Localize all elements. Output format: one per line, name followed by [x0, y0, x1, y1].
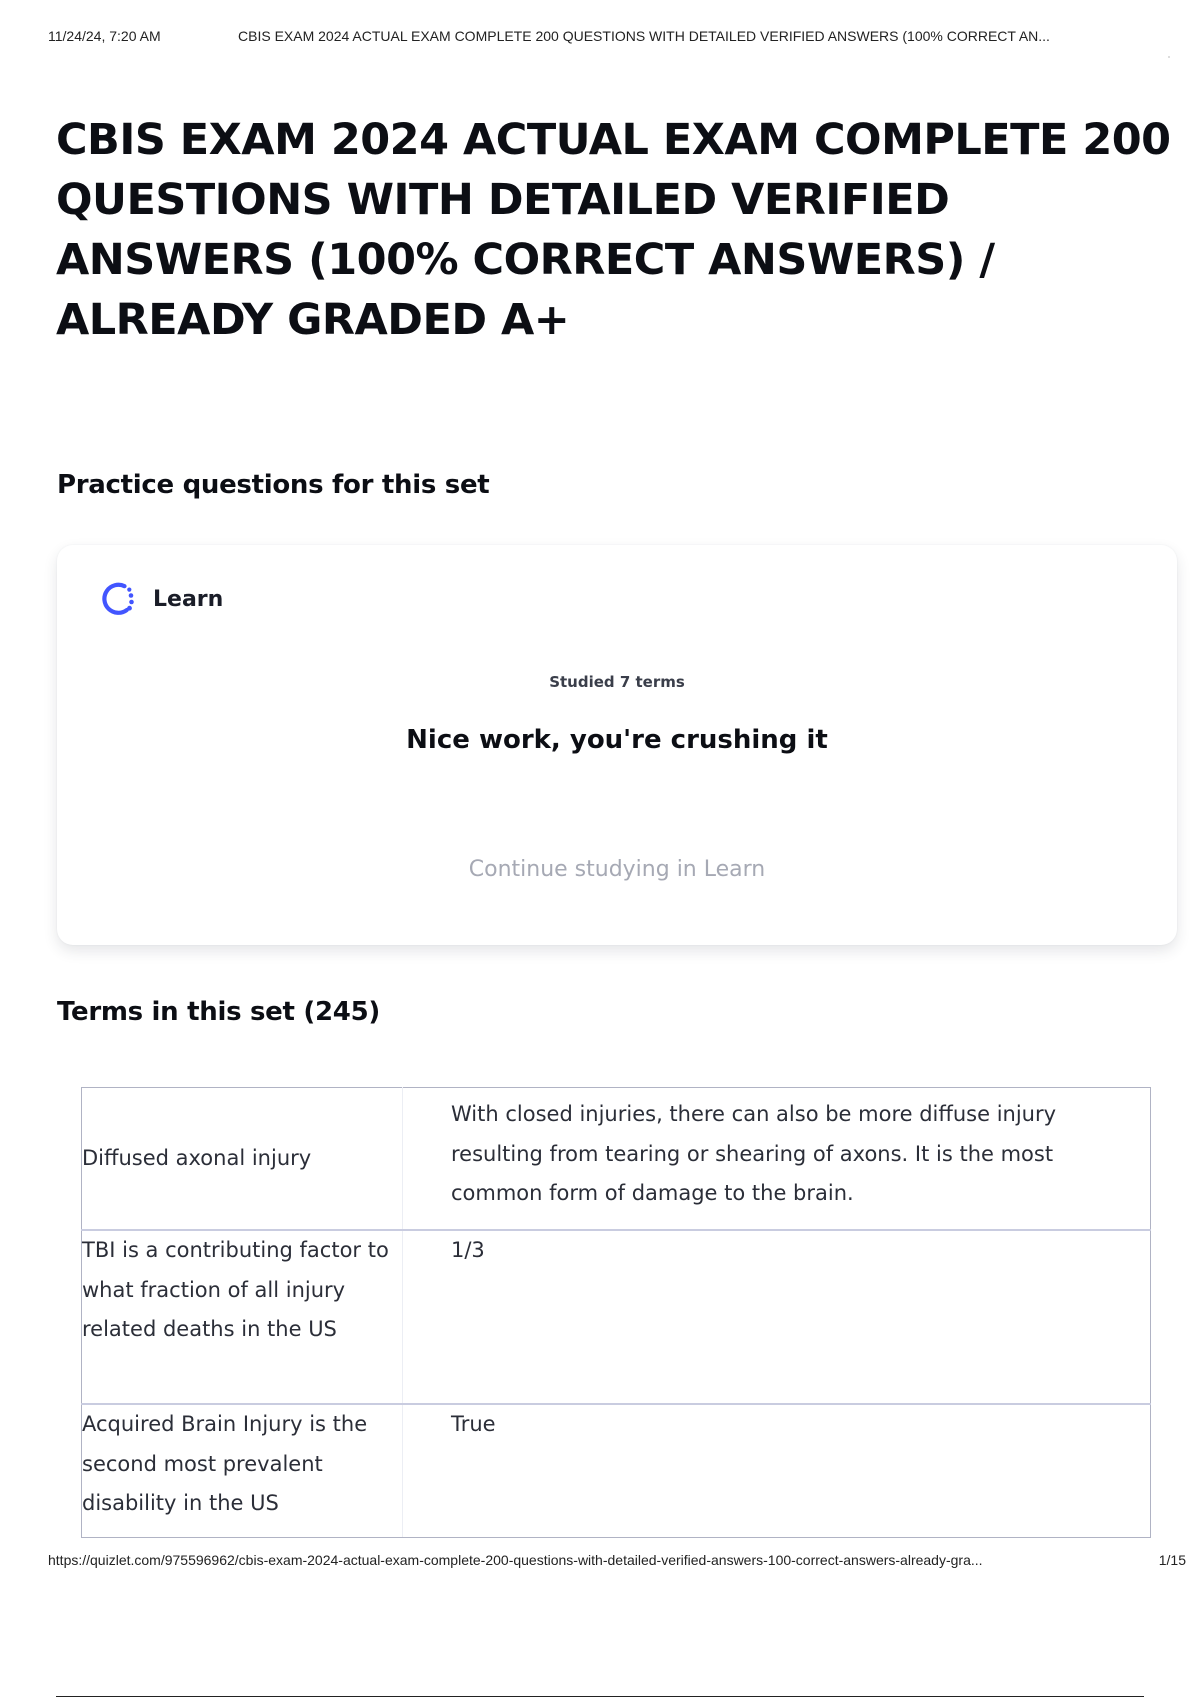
learn-card [57, 545, 1177, 945]
page-title: CBIS EXAM 2024 ACTUAL EXAM COMPLETE 200 QUESTIONS WITH DETAILED VERIFIED ANSWERS (100% CORRECT ANSWERS) / ALREADY GRADED A+ [56, 115, 1171, 345]
terms-table [81, 1087, 1151, 1538]
table-row [82, 1404, 1151, 1538]
print-url: https://quizlet.com/975596962/cbis-exam-2024-actual-exam-complete-200-questions-with-detailed-verified-answers-100-correct-answers-already-gra... [48, 1552, 983, 1568]
term-cell: TBI is a contributing factor to what fraction of all injury related deaths in the US [82, 1230, 403, 1404]
term-cell: Diffused axonal injury [82, 1088, 403, 1231]
learn-label: Learn [153, 586, 224, 612]
definition-cell: 1/3 [403, 1230, 1151, 1404]
practice-heading: Practice questions for this set [57, 470, 490, 500]
definition-cell: With closed injuries, there can also be more diffuse injury resulting from tearing or shearing of axons. It is the most common form of damage to the brain. [403, 1088, 1151, 1231]
terms-heading: Terms in this set (245) [57, 997, 380, 1027]
print-header [48, 28, 1164, 50]
table-row [82, 1088, 1151, 1231]
header-divider-dot [1168, 56, 1170, 58]
definition-cell: True [403, 1404, 1151, 1538]
table-row [82, 1230, 1151, 1404]
learn-mode-button[interactable] [95, 575, 223, 623]
term-cell: Acquired Brain Injury is the second most prevalent disability in the US [82, 1404, 403, 1538]
print-footer [48, 1552, 1186, 1572]
print-date: 11/24/24, 7:20 AM [48, 28, 161, 44]
studied-count: Studied 7 terms [549, 673, 685, 691]
print-doc-title: CBIS EXAM 2024 ACTUAL EXAM COMPLETE 200 QUESTIONS WITH DETAILED VERIFIED ANSWERS (100% CORRECT AN... [238, 28, 1050, 44]
continue-studying-button[interactable]: Continue studying in Learn [468, 857, 766, 882]
page-number: 1/15 [1158, 1552, 1186, 1568]
bottom-divider [56, 1696, 1144, 1697]
learn-progress-icon [95, 577, 139, 621]
progress-message: Nice work, you're crushing it [406, 725, 828, 755]
